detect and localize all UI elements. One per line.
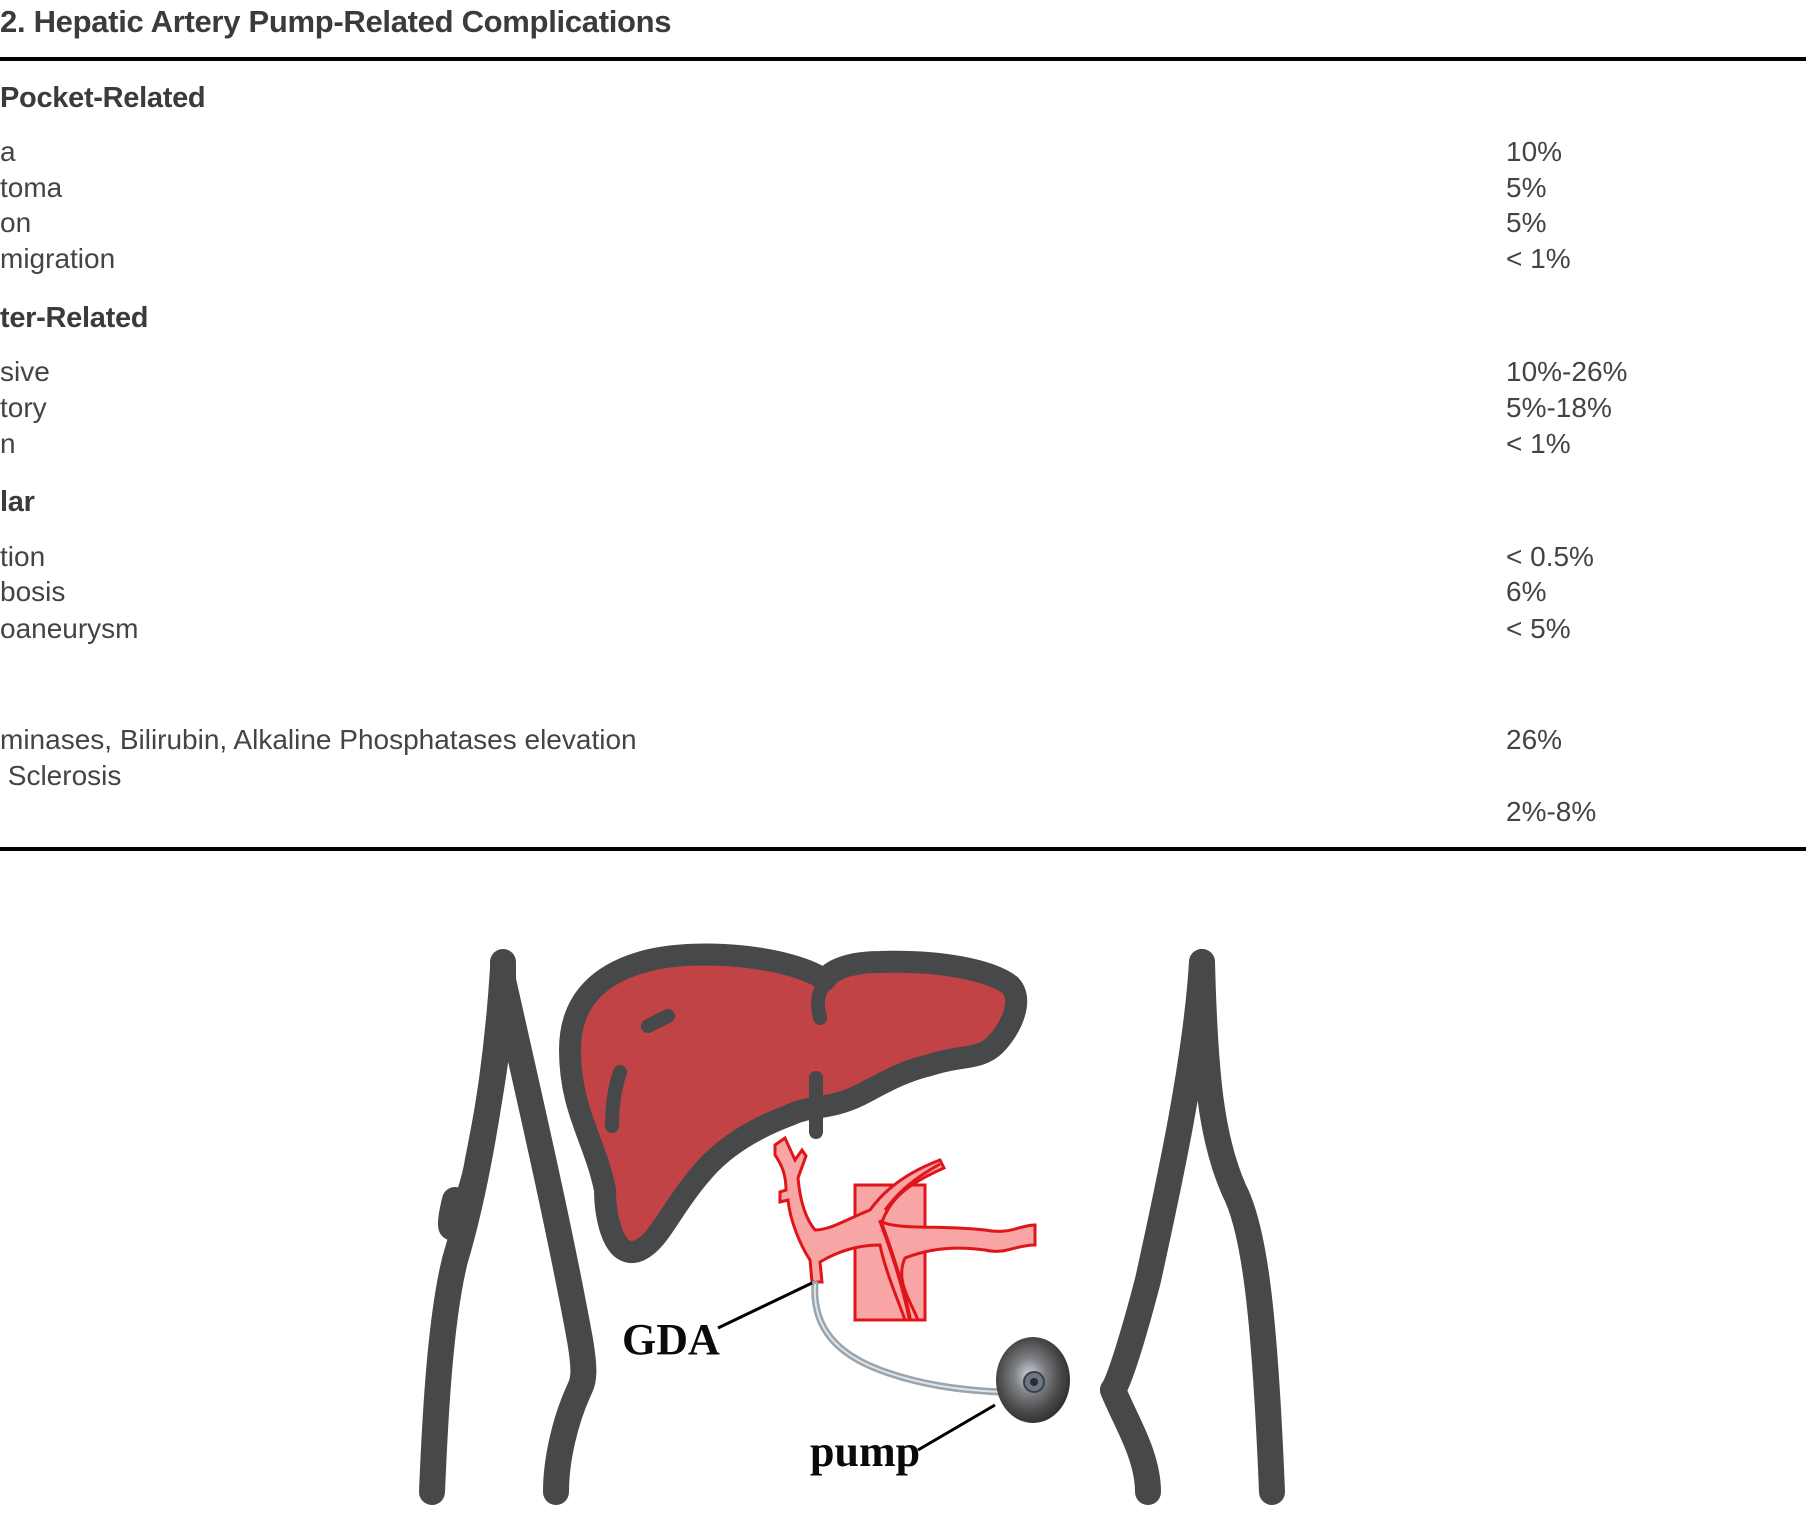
row-label: oaneurysm [0,613,139,644]
row-value: 26% [1506,724,1563,755]
section-heading-vascular: lar [0,486,35,518]
torso-right-outline-icon [1113,962,1272,1492]
pump-icon [996,1337,1070,1423]
table-row [0,207,1806,243]
row-label: on [0,207,32,238]
row-value: 10%-26% [1506,356,1628,387]
row-label: tion [0,541,46,572]
table-row [0,724,1806,760]
table-row [0,541,1806,577]
gda-leader-line [718,1283,812,1328]
row-value: < 0.5% [1506,541,1594,572]
table-row [0,136,1806,172]
pump-leader-line [918,1405,995,1450]
section-heading-catheter: ter-Related [0,302,149,334]
table-row [0,576,1806,612]
row-value: 5% [1506,172,1547,203]
table-row [0,172,1806,208]
table-row [0,356,1806,392]
table-title: 2. Hepatic Artery Pump-Related Complications [0,4,672,39]
row-label: tory [0,392,47,423]
pump-label: pump [810,1427,921,1476]
top-rule [0,57,1806,61]
row-value: 10% [1506,136,1563,167]
row-label: n [0,428,16,459]
table-row [0,243,1806,279]
gda-label: GDA [622,1315,720,1364]
row-value: 2%-8% [1506,796,1597,827]
row-label: migration [0,243,116,274]
row-value: 5%-18% [1506,392,1612,423]
row-value: 6% [1506,576,1547,607]
table-row [0,796,1806,832]
row-value: < 1% [1506,428,1571,459]
bottom-rule [0,847,1806,851]
table-row [0,392,1806,428]
row-value: < 5% [1506,613,1571,644]
table-row [0,760,1806,796]
row-label: bosis [0,576,66,607]
table-row [0,428,1806,464]
table-row [0,613,1806,649]
row-label: Sclerosis [0,760,122,791]
hepatic-pump-figure [0,900,1811,1525]
section-heading-pocket: Pocket-Related [0,82,206,114]
row-label: a [0,136,16,167]
row-label: toma [0,172,63,203]
row-value: < 1% [1506,243,1571,274]
row-value: 5% [1506,207,1547,238]
row-label: sive [0,356,50,387]
row-label: minases, Bilirubin, Alkaline Phosphatases elevation [0,724,637,755]
